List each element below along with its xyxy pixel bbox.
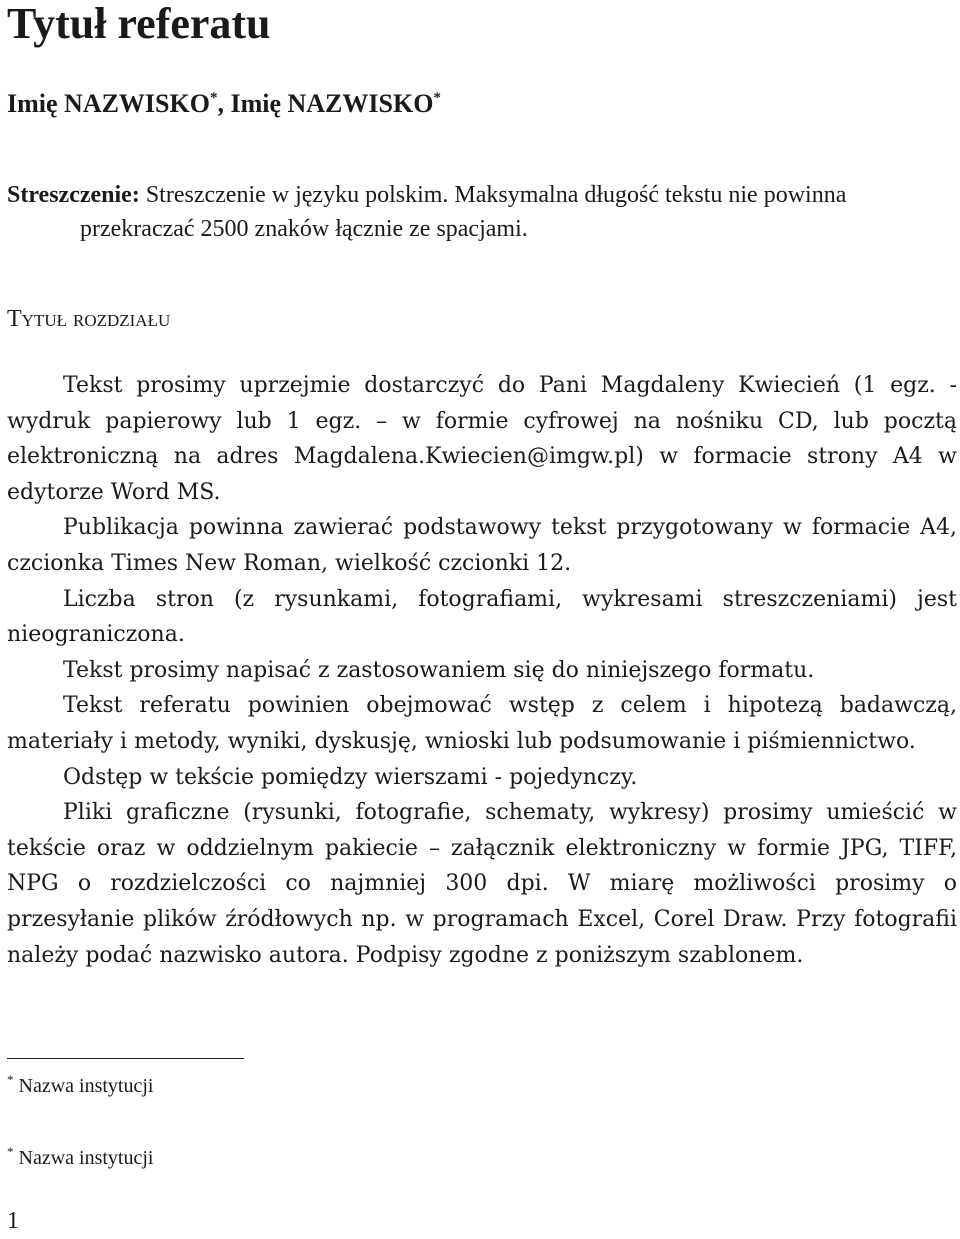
paper-title: Tytuł referatu <box>7 0 271 48</box>
body-paragraph: Pliki graficzne (rysunki, fotografie, schematy, wykresy) prosimy umieścić w tekście oraz w oddzielnym pakiecie – załącznik elektroniczny w formie JPG, TIFF, NPG o rozdzielczości co najmniej 300 dpi. W miarę możliwości prosimy o przesyłanie plików źródłowych np. w programach Excel, Corel Draw. Przy fotografii należy podać nazwisko autora. Podpisy zgodne z poniższym szablonem. <box>7 800 957 968</box>
footnote-mark: * <box>209 90 218 106</box>
page-number: 1 <box>7 1208 19 1234</box>
body-paragraph: Liczba stron (z rysunkami, fotografiami, wykresami streszczeniami) jest nieograniczona. <box>7 586 957 648</box>
chapter-title: Tytuł rozdziału <box>7 306 171 332</box>
author-name: Imię NAZWISKO <box>230 89 434 118</box>
abstract-text-line: przekraczać 2500 znaków łącznie ze spacjami. <box>80 216 528 242</box>
body-paragraph: Odstęp w tekście pomiędzy wierszami - pojedynczy. <box>63 764 638 790</box>
author-line <box>7 88 441 120</box>
footnote-mark: * <box>7 1144 14 1159</box>
author-name: Imię NAZWISKO <box>7 89 210 118</box>
footnote-text: Nazwa instytucji <box>18 1147 154 1169</box>
body-paragraph: Tekst prosimy uprzejmie dostarczyć do Pani Magdaleny Kwiecień (1 egz. - wydruk papierowy lub 1 egz. – w formie cyfrowej na nośniku CD, lub pocztą elektroniczną na adres Magdalena.Kwiecien@imgw.pl) w formacie strony A4 w edytorze Word MS. <box>7 373 957 505</box>
footnote-mark: * <box>433 90 441 106</box>
footnote-separator <box>7 1058 244 1059</box>
abstract-text-line: Streszczenie w języku polskim. Maksymalna długość tekstu nie powinna <box>145 182 847 208</box>
abstract <box>7 178 957 246</box>
footnote <box>7 1074 153 1098</box>
abstract-label: Streszczenie: <box>7 182 140 208</box>
footnote <box>7 1146 153 1170</box>
body-paragraph: Tekst referatu powinien obejmować wstęp z celem i hipotezą badawczą, materiały i metody, wyniki, dyskusję, wnioski lub podsumowanie i piśmiennictwo. <box>7 693 957 754</box>
body-paragraph: Tekst prosimy napisać z zastosowaniem się do niniejszego formatu. <box>63 657 815 683</box>
body-paragraph: Publikacja powinna zawierać podstawowy tekst przygotowany w formacie A4, czcionka Times New Roman, wielkość czcionki 12. <box>7 515 957 576</box>
footnote-mark: * <box>7 1072 14 1087</box>
author-separator: , <box>217 89 231 118</box>
footnote-text: Nazwa instytucji <box>18 1075 154 1097</box>
body-text <box>7 368 957 973</box>
